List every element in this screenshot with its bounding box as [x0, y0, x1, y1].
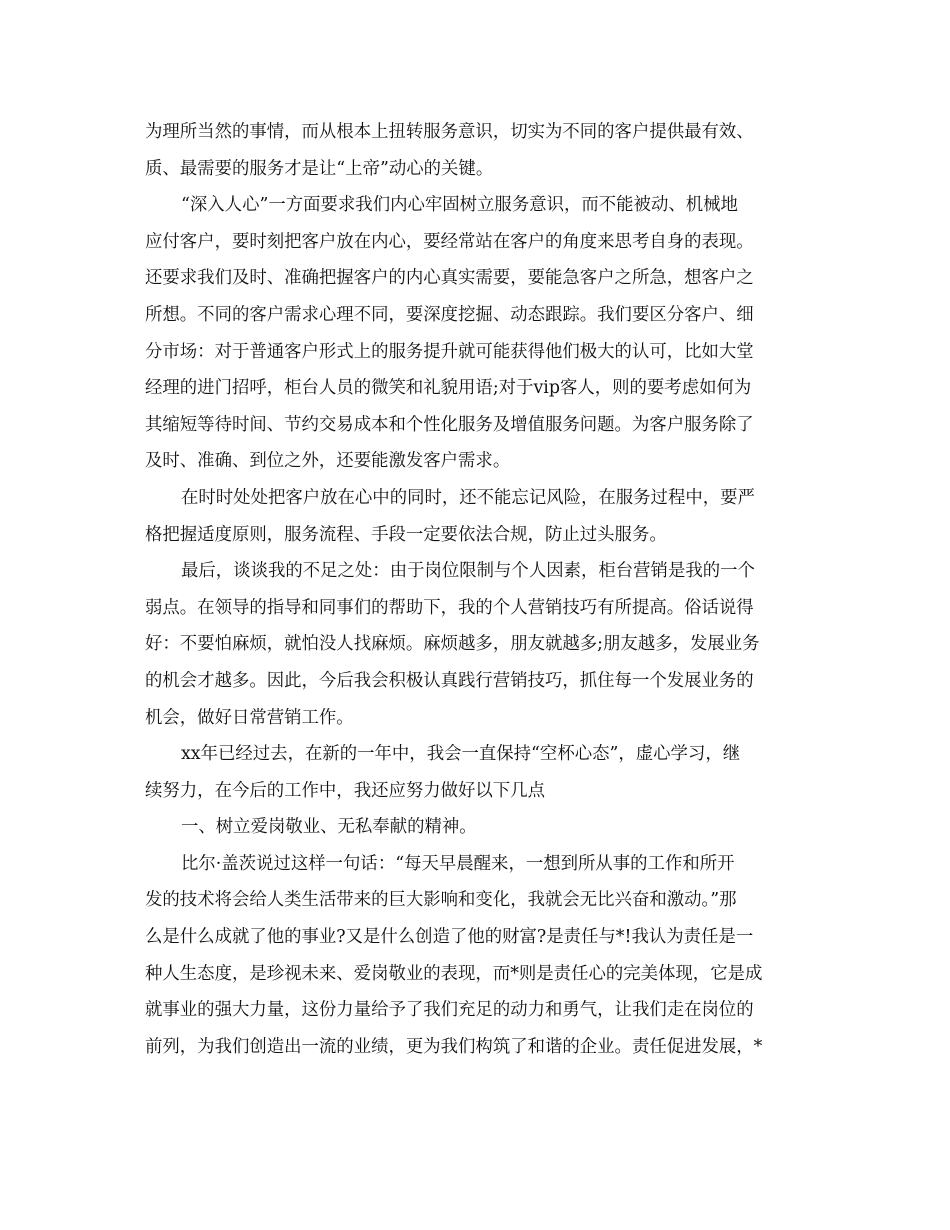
text-line: 比尔·盖茨说过这样一句话：“每天早晨醒来，一想到所从事的工作和所开	[181, 853, 735, 874]
text-line: 就事业的强大力量，这份力量给予了我们充足的动力和勇气，让我们走在岗位的	[145, 1000, 754, 1021]
text-line: 续努力，在今后的工作中，我还应努力做好以下几点	[145, 780, 545, 801]
text-line: 么是什么成就了他的事业?又是什么创造了他的财富?是责任与*!我认为责任是一	[145, 927, 754, 948]
text-line: 在时时处处把客户放在心中的同时，还不能忘记风险，在服务过程中，要严	[181, 487, 755, 508]
text-line: 格把握适度原则，服务流程、手段一定要依法合规，防止过头服务。	[145, 524, 667, 545]
text-line: 分市场：对于普通客户形式上的服务提升就可能获得他们极大的认可，比如大堂	[145, 341, 754, 362]
text-line: 发的技术将会给人类生活带来的巨大影响和变化，我就会无比兴奋和激动。”那	[145, 890, 737, 911]
text-line: 一、树立爱岗敬业、无私奉献的精神。	[181, 817, 477, 838]
text-line: 及时、准确、到位之外，还要能激发客户需求。	[145, 451, 511, 472]
text-line: 所想。不同的客户需求心理不同，要深度挖掘、动态跟踪。我们要区分客户、细	[145, 304, 754, 325]
text-line: 的机会才越多。因此，今后我会积极认真践行营销技巧，抓住每一个发展业务的	[145, 670, 754, 691]
text-line: xx年已经过去，在新的一年中，我会一直保持“空杯心态”，虚心学习，继	[181, 744, 741, 765]
text-line: 种人生态度，是珍视未来、爱岗敬业的表现，而*则是责任心的完美体现，它是成	[145, 963, 763, 984]
text-line: 经理的进门招呼，柜台人员的微笑和礼貌用语;对于vip客人，则的要考虑如何为	[145, 378, 752, 399]
text-line: 应付客户，要时刻把客户放在内心，要经常站在客户的角度来思考自身的表现。	[145, 231, 754, 252]
text-line: 机会，做好日常营销工作。	[145, 707, 354, 728]
text-line: 还要求我们及时、准确把握客户的内心真实需要，要能急客户之所急，想客户之	[145, 268, 754, 289]
text-line: 弱点。在领导的指导和同事们的帮助下，我的个人营销技巧有所提高。俗话说得	[145, 597, 754, 618]
text-line: “深入人心”一方面要求我们内心牢固树立服务意识，而不能被动、机械地	[181, 195, 738, 216]
text-line: 质、最需要的服务才是让“上帝”动心的关键。	[145, 158, 494, 179]
text-line: 为理所当然的事情，而从根本上扭转服务意识，切实为不同的客户提供最有效、	[145, 122, 754, 142]
text-line: 最后，谈谈我的不足之处：由于岗位限制与个人因素，柜台营销是我的一个	[181, 561, 755, 582]
text-line: 好：不要怕麻烦，就怕没人找麻烦。麻烦越多，朋友就越多;朋友越多，发展业务	[145, 634, 760, 655]
document-body	[145, 114, 805, 1065]
text-line: 前列，为我们创造出一流的业绩，更为我们构筑了和谐的企业。责任促进发展，*	[145, 1036, 763, 1057]
text-line: 其缩短等待时间、节约交易成本和个性化服务及增值服务问题。为客户服务除了	[145, 414, 754, 435]
